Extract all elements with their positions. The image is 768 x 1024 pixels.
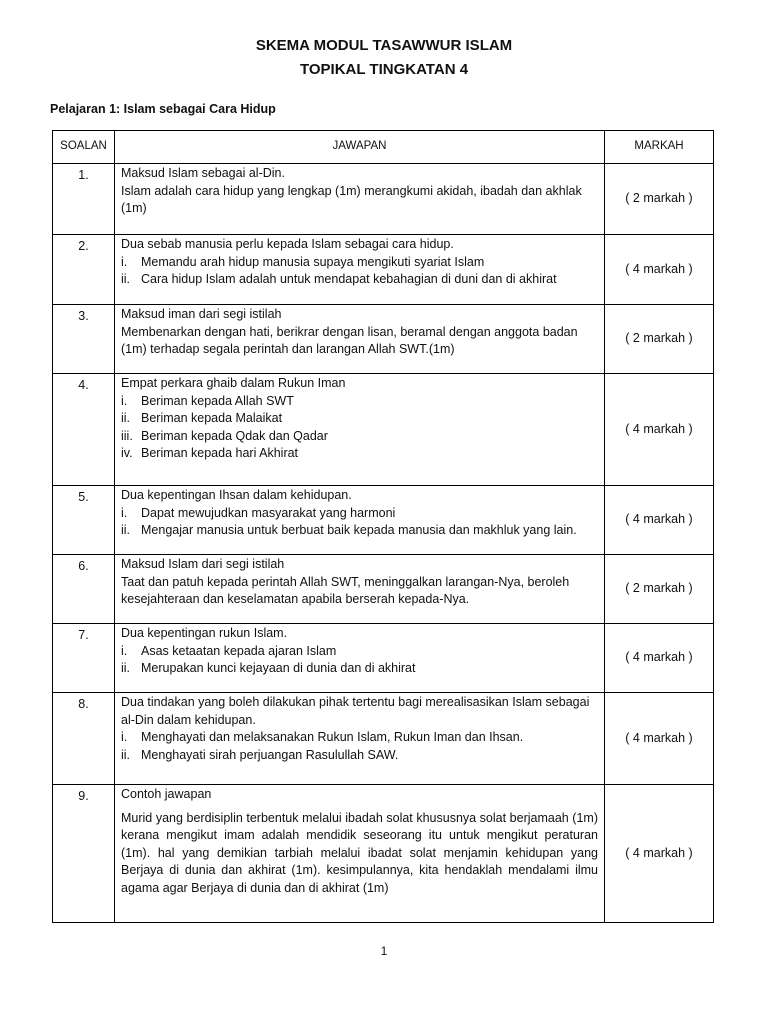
answer-cell [115,164,605,235]
question-number: 5. [53,486,115,555]
table-row [53,235,714,305]
answer-text: Taat dan patuh kepada perintah Allah SWT, meninggalkan larangan-Nya, beroleh kesejahteraan dan keselamatan apabila berserah kepada-Nya. [121,574,570,606]
column-header-jawapan: JAWAPAN [115,131,605,164]
list-item-text: Menghayati sirah perjuangan Rasulullah SAW. [141,747,399,762]
list-item-text: Cara hidup Islam adalah untuk mendapat kebahagian di duni dan di akhirat [141,272,557,286]
list-item [121,729,598,747]
table-row [53,305,714,374]
list-item-text: Beriman kepada Malaikat [141,411,283,425]
mark-cell: ( 4 markah ) [605,785,714,923]
table-row [53,486,714,555]
table-row [53,555,714,624]
list-item-text: Mengajar manusia untuk berbuat baik kepada manusia dan makhluk yang lain. [141,523,577,537]
list-item-number: ii. [121,661,131,675]
question-number: 7. [53,624,115,693]
list-item-number: iii. [121,428,133,443]
question-number: 1. [53,164,115,235]
list-item-text: Beriman kepada Allah SWT [141,393,294,408]
answer-paragraph: Murid yang berdisiplin terbentuk melalui ibadah solat khususnya solat berjamaah (1m) kerana mengikut imam adalah mendidik seseorang itu untuk mengikut peraturan (1m). hal yang demikian tarbiah melalui ibadat solat menjamin kehidupan yang Berjaya di dunia dan akhirat (1m). kesimpulannya, kita hendaklah mendalami ilmu agama agar Berjaya di dunia dan di akhirat (1m) [121,810,598,895]
table-row [53,374,714,486]
answer-cell [115,374,605,486]
list-item-text: Menghayati dan melaksanakan Rukun Islam, Rukun Iman dan Ihsan. [141,730,524,744]
mark-cell: ( 4 markah ) [605,235,714,305]
list-item [121,522,598,540]
list-item [121,254,598,272]
table-row [53,624,714,693]
list-item-number: i. [121,254,128,269]
question-number: 3. [53,305,115,374]
answer-list [121,393,598,463]
list-item [121,643,598,661]
list-item [121,747,598,765]
list-item-number: i. [121,505,128,520]
answer-heading: Dua tindakan yang boleh dilakukan pihak tertentu bagi merealisasikan Islam sebagai al-Din dalam kehidupan. [121,695,590,727]
list-item-number: ii. [121,411,131,425]
answer-text: Membenarkan dengan hati, berikrar dengan lisan, beramal dengan anggota badan (1m) terhadap segala perintah dan larangan Allah SWT.(1m) [121,324,578,356]
answer-heading: Maksud iman dari segi istilah [121,307,282,321]
page-number: 1 [380,944,388,958]
question-number: 6. [53,555,115,624]
list-item-number: ii. [121,272,131,286]
list-item-text: Merupakan kunci kejayaan di dunia dan di akhirat [141,661,416,675]
table-row [53,785,714,923]
list-item [121,660,598,678]
question-number: 8. [53,693,115,785]
table-header-row [53,131,714,164]
list-item [121,393,598,411]
answer-heading: Dua kepentingan rukun Islam. [121,626,288,640]
answer-cell [115,305,605,374]
answer-heading: Maksud Islam dari segi istilah [121,557,285,571]
answer-heading: Empat perkara ghaib dalam Rukun Iman [121,376,346,390]
answer-cell [115,486,605,555]
column-header-markah: MARKAH [605,131,714,164]
answer-scheme-table [52,130,714,923]
answer-heading: Contoh jawapan [121,787,212,801]
mark-cell: ( 2 markah ) [605,555,714,624]
list-item-number: i. [121,393,128,408]
question-number: 9. [53,785,115,923]
document-subtitle: TOPIKAL TINGKATAN 4 [299,61,469,78]
list-item-text: Memandu arah hidup manusia supaya mengikuti syariat Islam [141,254,485,269]
column-header-soalan: SOALAN [53,131,115,164]
question-number: 4. [53,374,115,486]
answer-text: Islam adalah cara hidup yang lengkap (1m) merangkumi akidah, ibadah dan akhlak (1m) [121,183,582,215]
mark-cell: ( 4 markah ) [605,486,714,555]
document-title: SKEMA MODUL TASAWWUR ISLAM [255,37,513,54]
list-item-text: Asas ketaatan kepada ajaran Islam [141,643,337,658]
mark-cell: ( 4 markah ) [605,624,714,693]
answer-list [121,729,598,764]
answer-cell [115,555,605,624]
answer-list [121,643,598,678]
list-item-number: ii. [121,523,131,537]
list-item-text: Dapat mewujudkan masyarakat yang harmoni [141,505,396,520]
list-item [121,271,598,289]
answer-list [121,254,598,289]
table-row [53,693,714,785]
table-row [53,164,714,235]
mark-cell: ( 4 markah ) [605,693,714,785]
list-item-number: ii. [121,747,131,762]
answer-cell [115,624,605,693]
answer-heading: Dua sebab manusia perlu kepada Islam sebagai cara hidup. [121,237,454,251]
answer-heading: Dua kepentingan Ihsan dalam kehidupan. [121,488,352,502]
mark-cell: ( 2 markah ) [605,305,714,374]
list-item [121,505,598,523]
mark-cell: ( 4 markah ) [605,374,714,486]
list-item-number: iv. [121,446,133,460]
answer-list [121,505,598,540]
list-item [121,445,598,463]
list-item-number: i. [121,730,128,744]
mark-cell: ( 2 markah ) [605,164,714,235]
list-item-text: Beriman kepada Qdak dan Qadar [141,428,328,443]
answer-cell [115,785,605,923]
question-number: 2. [53,235,115,305]
lesson-heading: Pelajaran 1: Islam sebagai Cara Hidup [50,102,276,116]
answer-cell [115,693,605,785]
answer-cell [115,235,605,305]
list-item [121,410,598,428]
list-item-text: Beriman kepada hari Akhirat [141,446,299,460]
list-item-number: i. [121,643,128,658]
list-item [121,428,598,446]
answer-heading: Maksud Islam sebagai al-Din. [121,166,285,180]
